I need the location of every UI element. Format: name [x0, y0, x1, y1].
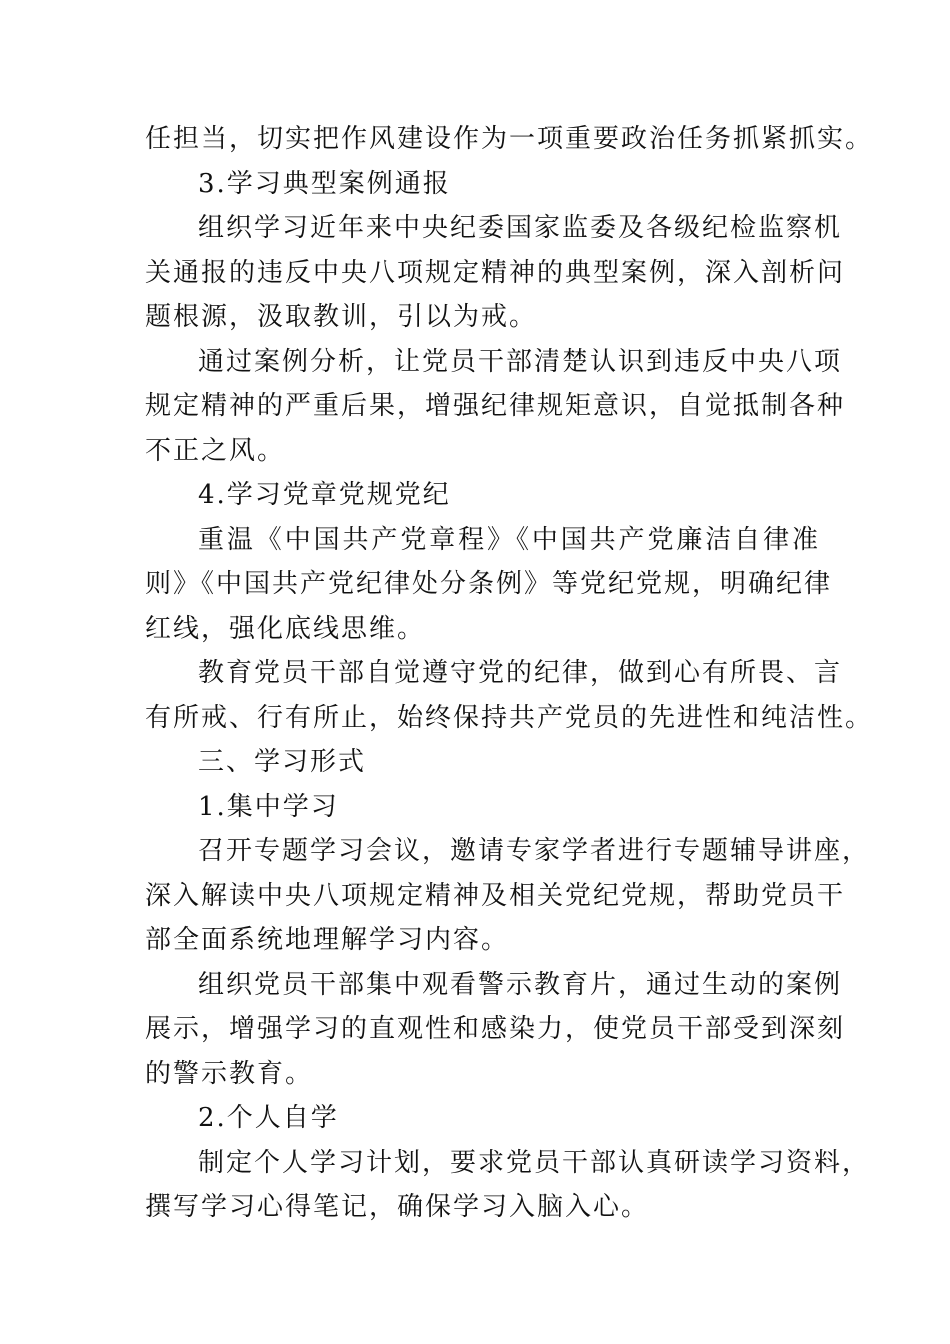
paragraph-line: 规定精神的严重后果，增强纪律规矩意识，自觉抵制各种 [145, 391, 846, 421]
paragraph-line: 则》《中国共产党纪律处分条例》等党纪党规，明确纪律 [145, 569, 833, 599]
paragraph-line: 不正之风。 [145, 435, 286, 466]
section-heading: 1.集中学习 [198, 791, 339, 822]
paragraph-line: 题根源，汲取教训，引以为戒。 [145, 302, 538, 332]
paragraph-line: 有所戒、行有所止，始终保持共产党员的先进性和纯洁性。 [145, 702, 874, 733]
paragraph-line: 制定个人学习计划，要求党员干部认真研读学习资料， [198, 1147, 871, 1178]
paragraph-line: 通过案例分析，让党员干部清楚认识到违反中央八项 [198, 346, 843, 377]
section-heading: 2.个人自学 [198, 1103, 339, 1133]
paragraph-line: 的警示教育。 [145, 1058, 314, 1089]
paragraph-line: 教育党员干部自觉遵守党的纪律，做到心有所畏、言 [198, 658, 843, 688]
paragraph-line: 组织党员干部集中观看警示教育片，通过生动的案例 [198, 969, 843, 1000]
section-heading: 4.学习党章党规党纪 [198, 480, 451, 510]
section-heading: 3.学习典型案例通报 [198, 168, 451, 199]
paragraph-line: 红线，强化底线思维。 [145, 613, 426, 644]
paragraph-line: 撰写学习心得笔记，确保学习入脑入心。 [145, 1192, 650, 1222]
paragraph-line: 重温《中国共产党章程》《中国共产党廉洁自律准 [198, 524, 820, 555]
paragraph-line: 展示，增强学习的直观性和感染力，使党员干部受到深刻 [145, 1014, 846, 1044]
paragraph-line: 深入解读中央八项规定精神及相关党纪党规，帮助党员干 [145, 880, 846, 911]
document-body [145, 117, 874, 1230]
paragraph-line: 组织学习近年来中央纪委国家监委及各级纪检监察机 [198, 213, 843, 243]
paragraph-line: 召开专题学习会议，邀请专家学者进行专题辅导讲座， [198, 836, 871, 866]
section-heading: 三、学习形式 [198, 747, 367, 777]
paragraph-line: 部全面系统地理解学习内容。 [145, 925, 510, 955]
paragraph-line: 关通报的违反中央八项规定精神的典型案例，深入剖析问 [145, 257, 846, 288]
paragraph-line: 任担当，切实把作风建设作为一项重要政治任务抓紧抓实。 [145, 124, 874, 154]
